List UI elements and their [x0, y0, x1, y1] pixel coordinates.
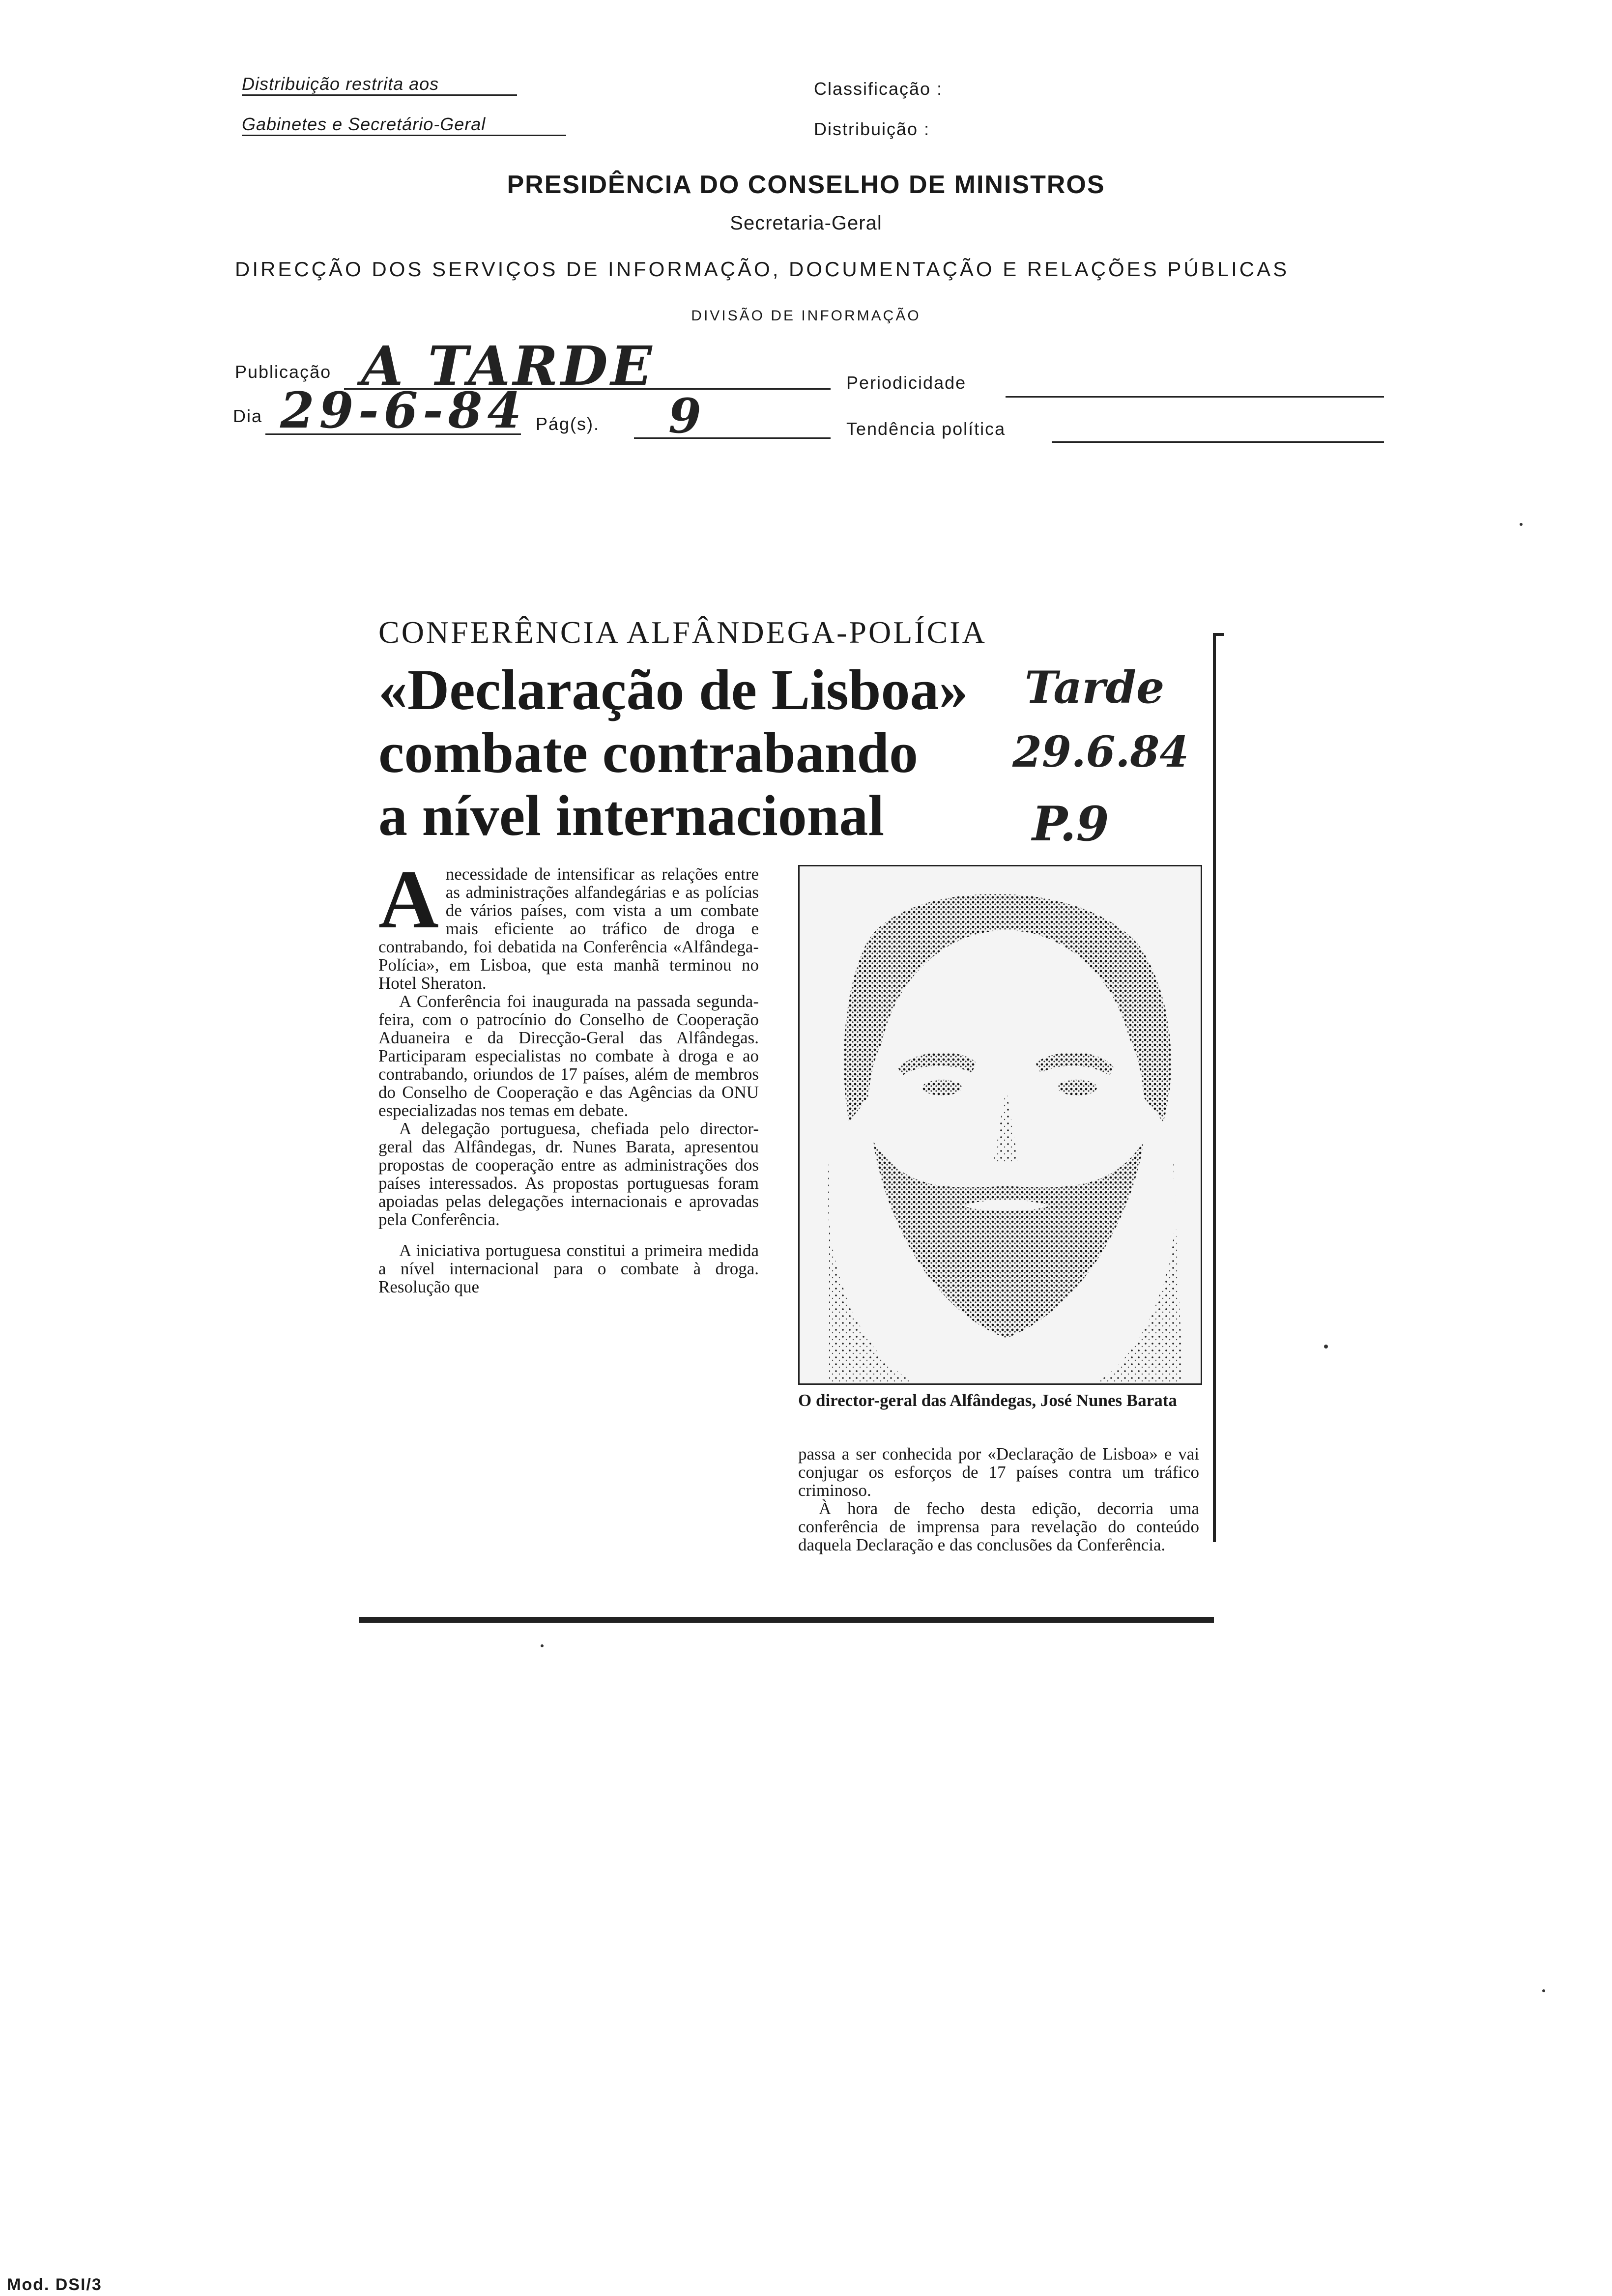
paragraph-4: A iniciativa portuguesa constitui a primeira medida a nível internacional para o combate à droga. Resolução que [378, 1241, 759, 1296]
portrait-photo-image [800, 866, 1201, 1383]
paragraph-2: A Conferência foi inaugurada na passada segunda-feira, com o patrocínio do Conselho de Cooperação Aduaneira e da Direcção-Geral das Alfândegas. Participaram especialistas no combate à droga e ao contrabando, oriundos de 17 países, além de membros do Conselho de Cooperação e das Agências da ONU especializadas nos temas em debate. [378, 992, 759, 1120]
paragraph-6: À hora de fecho desta edição, decorria uma conferência de imprensa para revelação do conteúdo daquela Declaração e das conclusões da Conferência. [798, 1499, 1199, 1554]
publication-handwritten: A TARDE [361, 334, 655, 398]
paragraph-3: A delegação portuguesa, chefiada pelo director-geral das Alfândegas, dr. Nunes Barata, apresentou propostas de cooperação entre as administrações dos países interessados. As propostas portuguesas foram apoiadas pelas delegações internacionais e aprovadas pela Conferência. [378, 1119, 759, 1229]
headline-line1: «Declaração de Lisboa» [378, 658, 968, 722]
headline-line2: combate contrabando [378, 720, 919, 785]
photo-caption: O director-geral das Alfândegas, José Nunes Barata [798, 1391, 1177, 1410]
headline-line3: a nível internacional [378, 783, 885, 848]
article-right-column [798, 1445, 1199, 1554]
day-label: Dia [233, 406, 263, 426]
political-tendency-label: Tendência política [846, 419, 1006, 439]
handnote-page: P.9 [1032, 796, 1109, 852]
column-rule-right [1213, 633, 1216, 1542]
political-tendency-field [1052, 441, 1384, 443]
pages-field [634, 437, 831, 439]
article-left-column [378, 853, 759, 1296]
publication-label: Publicação [235, 362, 332, 382]
drop-cap: A [378, 853, 439, 946]
distribution-restriction-line1: Distribuição restrita aos [242, 74, 517, 96]
periodicity-label: Periodicidade [846, 373, 967, 393]
handnote-date: 29.6.84 [1012, 727, 1189, 777]
paragraph-5: passa a ser conhecida por «Declaração de Lisboa» e vai conjugar os esforços de 17 países contra um tráfico criminoso. [798, 1444, 1199, 1500]
institution-title: PRESIDÊNCIA DO CONSELHO DE MINISTROS [507, 171, 1105, 199]
form-code: Mod. DSI/3 [7, 2275, 102, 2294]
portrait-photo [798, 865, 1202, 1385]
day-handwritten: 29-6-84 [280, 381, 526, 439]
distribution-restriction-line2: Gabinetes e Secretário-Geral [242, 114, 566, 136]
article-kicker: CONFERÊNCIA ALFÂNDEGA-POLÍCIA [378, 615, 987, 650]
classification-label: Classificação : [814, 79, 943, 99]
division-title: DIVISÃO DE INFORMAÇÃO [691, 308, 921, 324]
handnote-tarde: Tarde [1025, 661, 1165, 714]
scan-speck [1520, 523, 1523, 526]
scan-speck [1542, 1989, 1545, 1992]
scan-speck [1324, 1345, 1328, 1349]
periodicity-field [1006, 396, 1384, 398]
scan-speck [541, 1644, 544, 1647]
directorate-title: DIRECÇÃO DOS SERVIÇOS DE INFORMAÇÃO, DOCUMENTAÇÃO E RELAÇÕES PÚBLICAS [235, 258, 1290, 281]
secretariat-title: Secretaria-Geral [730, 212, 882, 234]
column-rule-corner [1213, 633, 1224, 636]
article-bottom-rule [359, 1617, 1214, 1623]
pages-handwritten: 9 [668, 388, 701, 444]
pages-label: Pág(s). [536, 414, 600, 434]
distribution-label: Distribuição : [814, 119, 930, 139]
paragraph-1: necessidade de intensificar as relações entre as administrações alfandegárias e as polícias de vários países, com vista a um combate mais eficiente ao tráfico de droga e contrabando, foi debatida na Conferência «Alfândega-Polícia», em Lisboa, que esta manhã terminou no Hotel Sheraton. [378, 864, 759, 993]
